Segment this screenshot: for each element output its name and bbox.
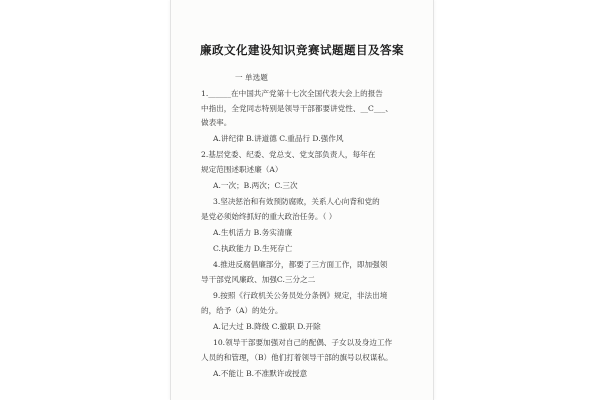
text-line: 3.坚决惩治和有效预防腐败，关系人心向背和党的 (213, 197, 380, 206)
text-line: 的，给予（A）的处分。 (201, 306, 283, 315)
text-line: 2.基层党委、纪委、党总支、党支部负责人，每年在 (201, 150, 376, 159)
text-line: A.记大过 B.降级 C.撤职 D.开除 (213, 322, 321, 331)
text-line: A.讲纪律 B.讲道德 C.重品行 D.强作风 (213, 134, 344, 143)
text-line: 4.推进反腐倡廉部分，都要了三方面工作，即加强领 (213, 260, 388, 269)
text-line: 是党必须始终抓好的重大政治任务。（ ） (201, 212, 337, 221)
text-line: 规定范围述职述廉（A） (201, 165, 283, 174)
document-title: 廉政文化建设知识竞赛试题题目及答案 (200, 43, 404, 57)
text-line: 导干部党风廉政、加强C.三分之二 (201, 275, 316, 284)
text-line: C.执政能力 D.生死存亡 (213, 244, 293, 253)
text-line: A.生机活力 B.务实清廉 (213, 228, 293, 237)
text-line: 10.领导干部要加强对自己的配偶、子女以及身边工作 (213, 338, 393, 347)
text-line: 中指出，全党同志特别是领导干部都要讲党性、__C___、 (201, 104, 393, 113)
document-page (170, 0, 434, 400)
text-line: 人员的和管理，（B）他们打着领导干部的旗号以权谋私。 (201, 353, 393, 362)
text-line: A.一次；B.两次；C.三次 (213, 181, 298, 190)
section-heading: 一 单选题 (235, 73, 268, 82)
text-line: 做表率。 (201, 118, 232, 127)
text-line: 9.按照《行政机关公务员处分条例》规定，非法出境 (213, 291, 388, 300)
text-line: A.不能让 B.不准默许或授意 (213, 369, 308, 378)
text-line: 1.______在中国共产党第十七次全国代表大会上的报告 (201, 89, 383, 98)
